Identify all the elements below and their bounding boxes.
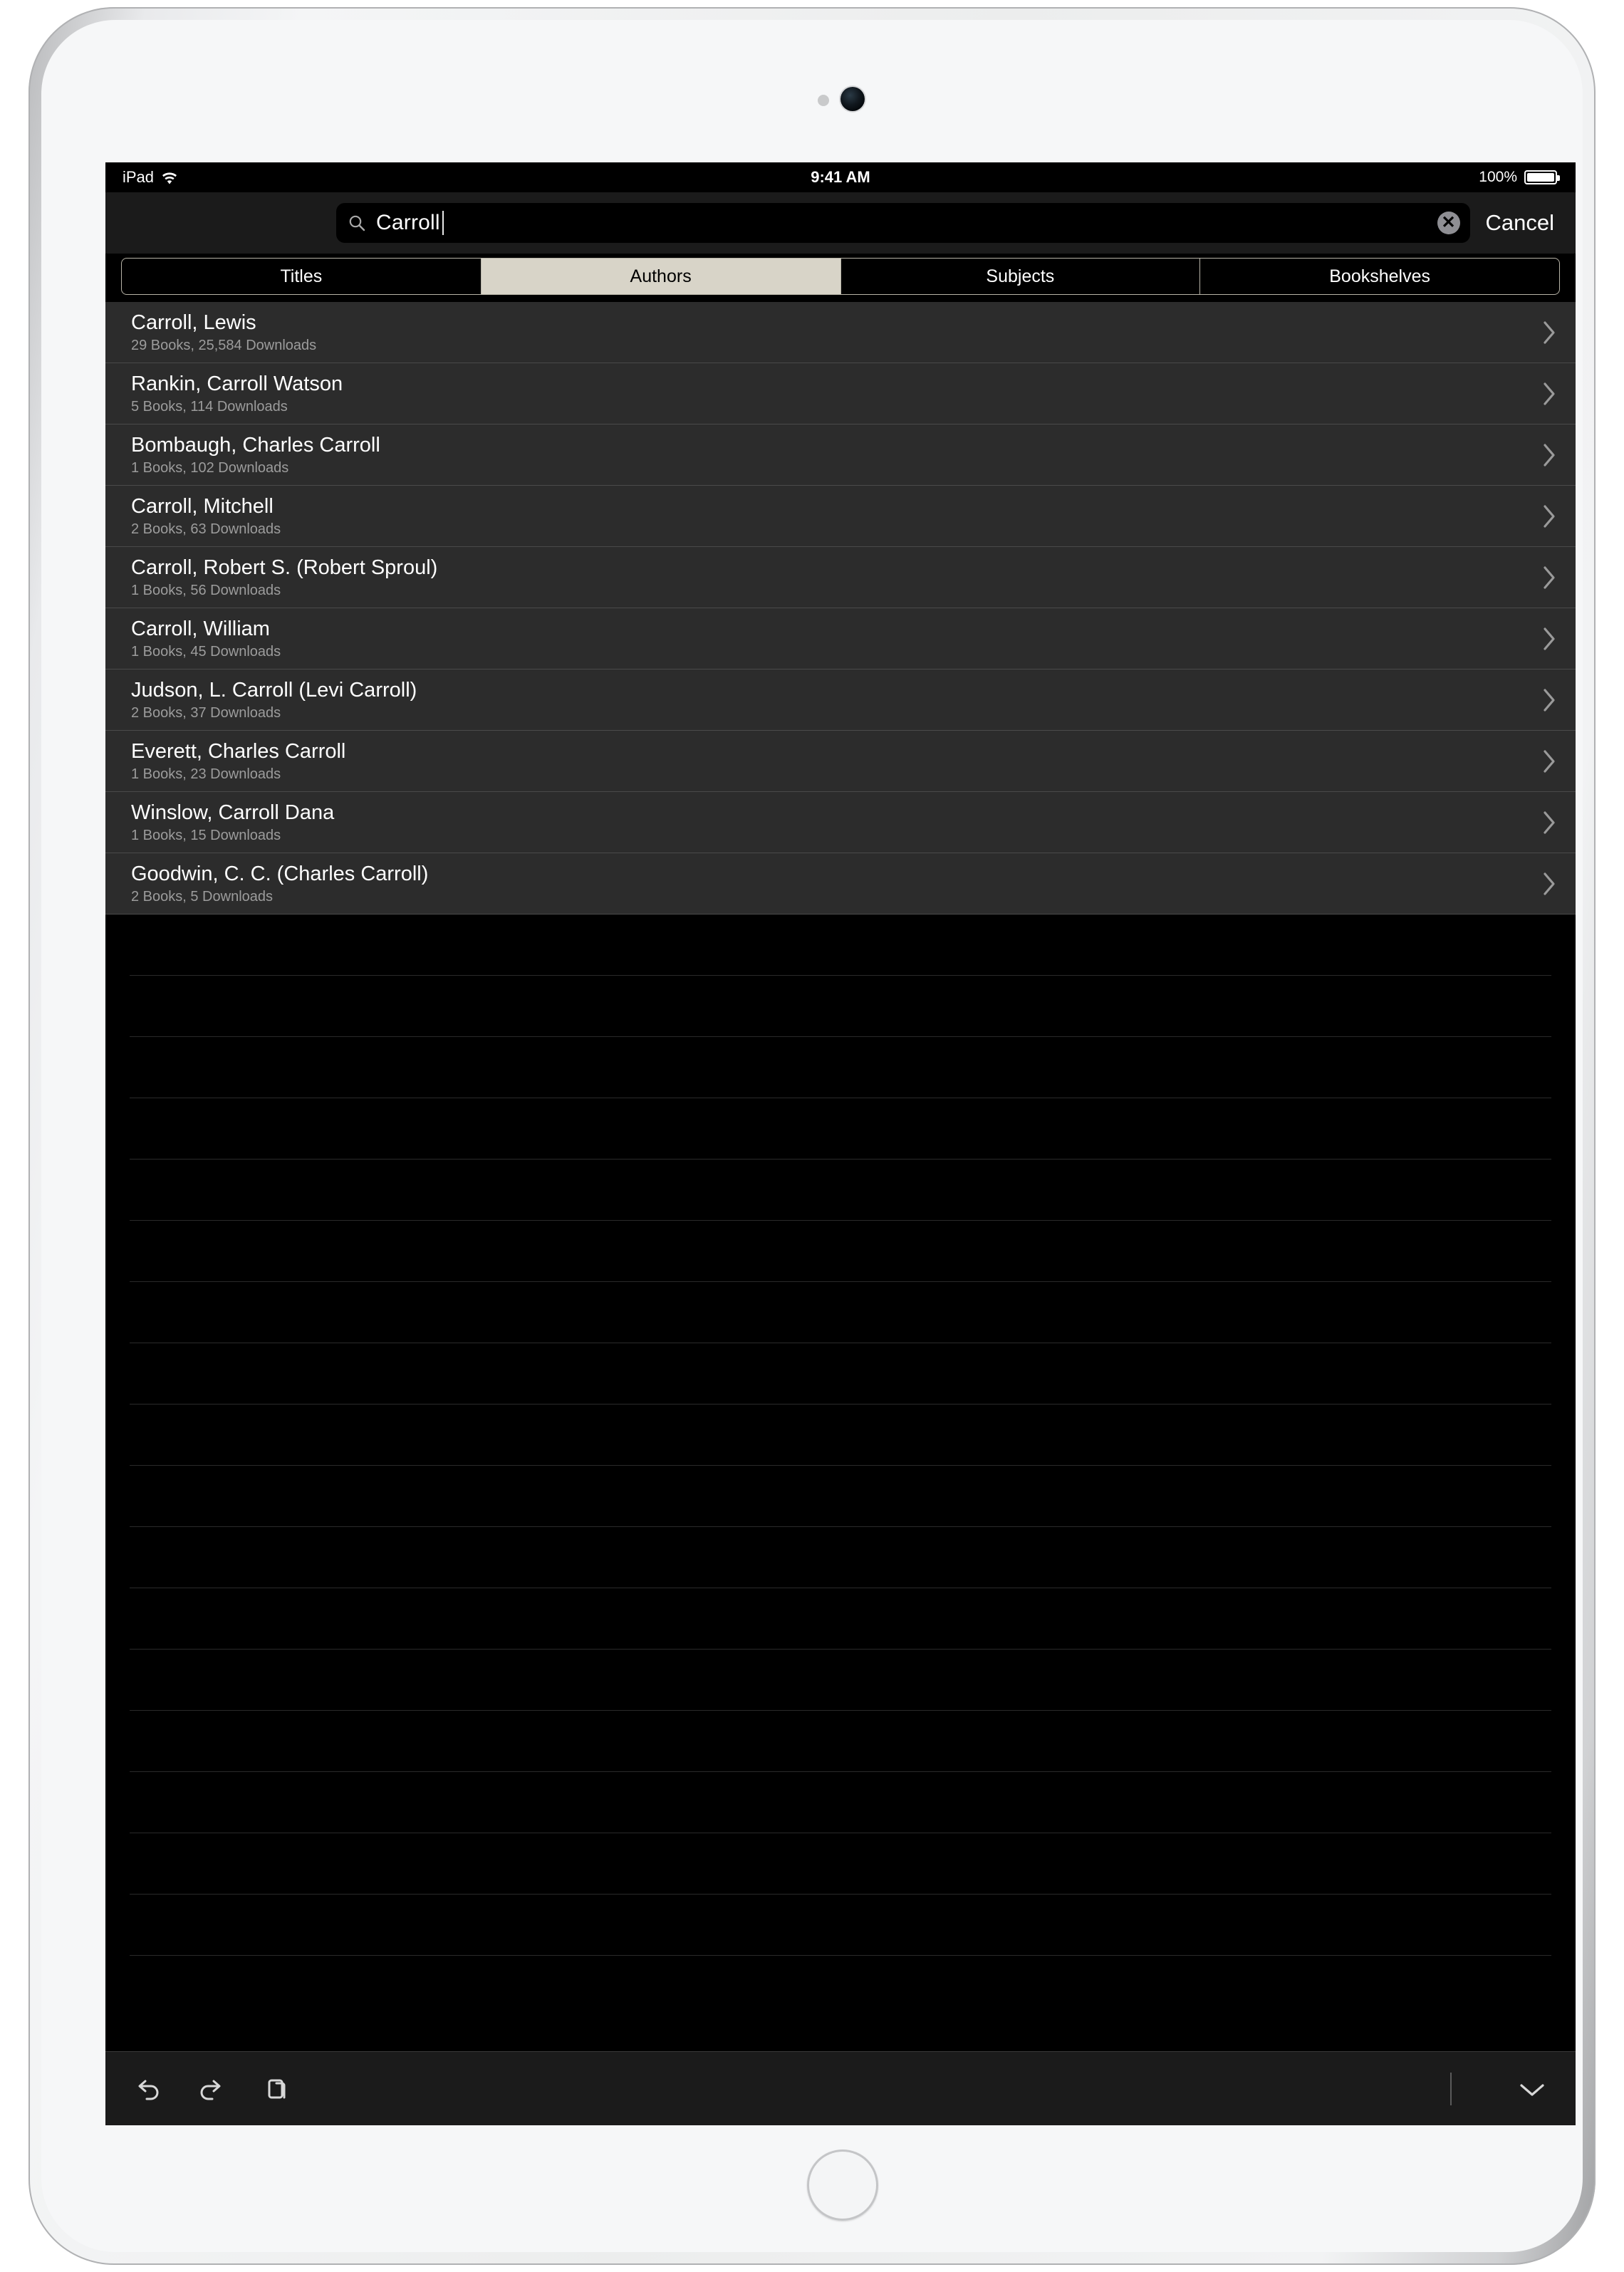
list-item[interactable] bbox=[105, 608, 1576, 669]
chevron-right-icon bbox=[1541, 809, 1557, 836]
search-query-text: Carroll bbox=[376, 211, 440, 234]
author-name: Bombaugh, Charles Carroll bbox=[131, 433, 380, 457]
chevron-right-icon bbox=[1541, 503, 1557, 530]
text-caret bbox=[442, 211, 444, 235]
author-meta: 1 Books, 45 Downloads bbox=[131, 643, 281, 660]
chevron-right-icon bbox=[1541, 442, 1557, 469]
list-item-texts bbox=[131, 495, 1541, 538]
search-input-value bbox=[376, 211, 444, 235]
chevron-right-icon bbox=[1541, 870, 1557, 897]
keyboard-toolbar bbox=[105, 2051, 1576, 2125]
empty-row bbox=[130, 1160, 1551, 1221]
battery-icon bbox=[1524, 170, 1557, 184]
empty-row bbox=[130, 1588, 1551, 1650]
status-bar-left bbox=[123, 168, 178, 187]
list-item[interactable] bbox=[105, 547, 1576, 608]
empty-row bbox=[130, 1343, 1551, 1405]
empty-row bbox=[130, 914, 1551, 976]
list-item[interactable] bbox=[105, 853, 1576, 914]
empty-row bbox=[130, 1772, 1551, 1833]
author-meta: 2 Books, 37 Downloads bbox=[131, 704, 281, 721]
list-item-texts bbox=[131, 863, 1541, 905]
list-item-texts bbox=[131, 434, 1541, 476]
empty-row bbox=[130, 976, 1551, 1037]
list-item-texts bbox=[131, 311, 1541, 354]
author-meta: 1 Books, 23 Downloads bbox=[131, 766, 281, 782]
author-meta: 2 Books, 5 Downloads bbox=[131, 888, 274, 905]
wifi-icon bbox=[161, 171, 178, 184]
tab-titles[interactable]: Titles bbox=[122, 259, 482, 294]
author-name: Carroll, Mitchell bbox=[131, 494, 274, 518]
author-name: Rankin, Carroll Watson bbox=[131, 372, 343, 395]
author-name: Everett, Charles Carroll bbox=[131, 739, 346, 763]
author-name: Winslow, Carroll Dana bbox=[131, 801, 335, 824]
empty-row bbox=[130, 1711, 1551, 1772]
list-item[interactable] bbox=[105, 731, 1576, 792]
list-item-texts bbox=[131, 740, 1541, 783]
empty-row bbox=[130, 1833, 1551, 1895]
author-name: Judson, L. Carroll (Levi Carroll) bbox=[131, 678, 417, 702]
list-item[interactable] bbox=[105, 363, 1576, 424]
tab-bookshelves[interactable]: Bookshelves bbox=[1329, 266, 1430, 286]
status-bar bbox=[105, 162, 1576, 192]
author-meta: 1 Books, 102 Downloads bbox=[131, 459, 289, 476]
empty-results-area bbox=[105, 914, 1576, 1956]
author-name: Carroll, Lewis bbox=[131, 311, 256, 334]
author-name: Carroll, William bbox=[131, 617, 270, 640]
list-item-texts bbox=[131, 556, 1541, 599]
tab-authors[interactable]: Authors bbox=[482, 259, 841, 294]
empty-row bbox=[130, 1466, 1551, 1527]
clipboard-icon[interactable] bbox=[262, 2073, 293, 2105]
battery-percent-label: 100% bbox=[1479, 169, 1517, 185]
list-item-texts bbox=[131, 372, 1541, 415]
empty-row bbox=[130, 1405, 1551, 1466]
empty-row bbox=[130, 1282, 1551, 1343]
empty-row bbox=[130, 1098, 1551, 1160]
list-item[interactable] bbox=[105, 424, 1576, 486]
chevron-down-icon[interactable] bbox=[1514, 2073, 1550, 2105]
screen bbox=[105, 162, 1576, 2125]
status-bar-right bbox=[1479, 169, 1557, 186]
chevron-right-icon bbox=[1541, 380, 1557, 407]
chevron-right-icon bbox=[1541, 687, 1557, 714]
toolbar-divider bbox=[1450, 2073, 1452, 2105]
author-name: Carroll, Robert S. (Robert Sproul) bbox=[131, 556, 438, 579]
list-item[interactable] bbox=[105, 669, 1576, 731]
device-name-label: iPad bbox=[123, 168, 155, 186]
cancel-button[interactable]: Cancel bbox=[1485, 210, 1554, 235]
clear-search-icon[interactable]: ✕ bbox=[1437, 212, 1460, 234]
home-button[interactable] bbox=[807, 2149, 878, 2221]
author-name: Goodwin, C. C. (Charles Carroll) bbox=[131, 862, 429, 885]
chevron-right-icon bbox=[1541, 748, 1557, 775]
chevron-right-icon bbox=[1541, 625, 1557, 652]
list-item-texts bbox=[131, 679, 1541, 721]
scope-segmented-control[interactable] bbox=[121, 258, 1560, 295]
list-item-texts bbox=[131, 801, 1541, 844]
status-bar-time: 9:41 AM bbox=[811, 168, 870, 186]
author-meta: 5 Books, 114 Downloads bbox=[131, 398, 288, 415]
author-meta: 1 Books, 56 Downloads bbox=[131, 582, 281, 598]
redo-icon[interactable] bbox=[197, 2073, 228, 2105]
search-results-list bbox=[105, 302, 1576, 914]
list-item[interactable] bbox=[105, 486, 1576, 547]
chevron-right-icon bbox=[1541, 564, 1557, 591]
empty-row bbox=[130, 1037, 1551, 1098]
device-frame bbox=[28, 7, 1596, 2265]
author-meta: 1 Books, 15 Downloads bbox=[131, 827, 281, 843]
search-input[interactable] bbox=[336, 203, 1470, 243]
author-meta: 29 Books, 25,584 Downloads bbox=[131, 337, 317, 353]
empty-row bbox=[130, 1527, 1551, 1588]
empty-row bbox=[130, 1650, 1551, 1711]
list-item[interactable] bbox=[105, 792, 1576, 853]
empty-row bbox=[130, 1221, 1551, 1282]
tab-subjects[interactable]: Subjects bbox=[841, 259, 1201, 294]
ambient-sensor-icon bbox=[818, 95, 829, 106]
undo-icon[interactable] bbox=[131, 2073, 162, 2105]
front-camera-icon bbox=[840, 87, 865, 111]
empty-row bbox=[130, 1895, 1551, 1956]
search-bar bbox=[105, 192, 1576, 254]
list-item[interactable] bbox=[105, 302, 1576, 363]
chevron-right-icon bbox=[1541, 319, 1557, 346]
author-meta: 2 Books, 63 Downloads bbox=[131, 521, 281, 537]
search-icon bbox=[348, 214, 366, 232]
list-item-texts bbox=[131, 617, 1541, 660]
